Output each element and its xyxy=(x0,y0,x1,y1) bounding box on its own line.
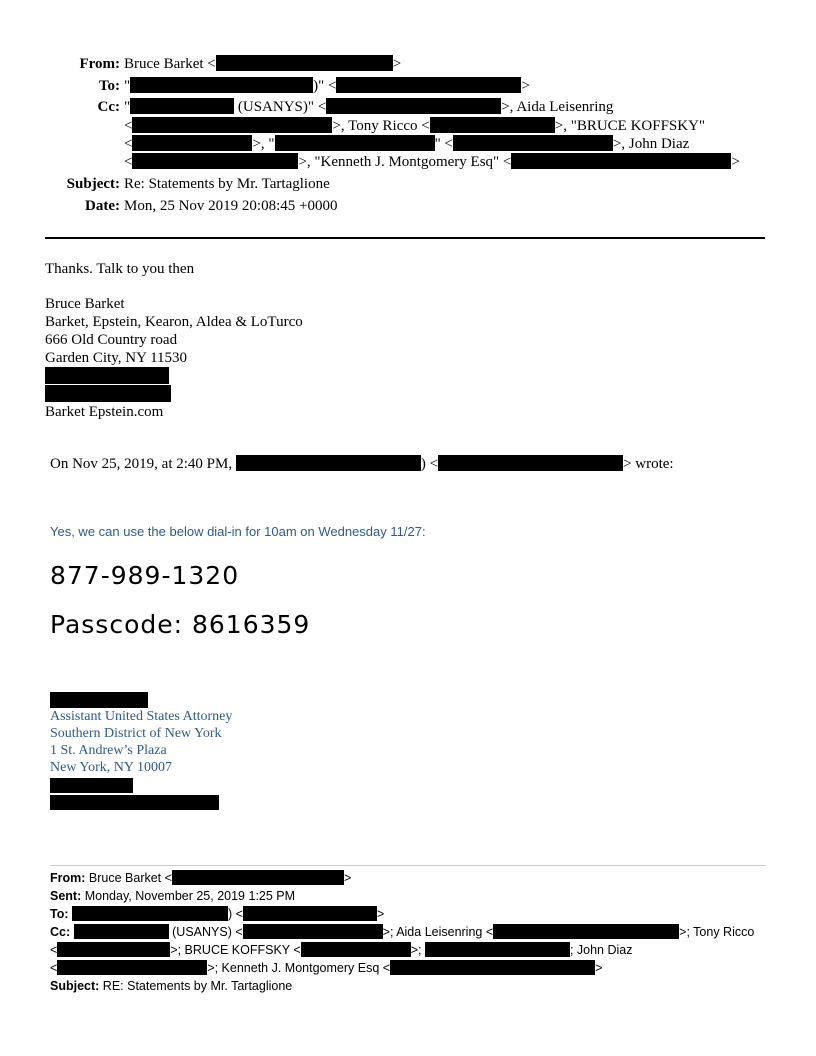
orig-subject-line xyxy=(50,977,292,995)
redaction-block xyxy=(50,692,148,708)
ausa-address-2: New York, NY 10007 xyxy=(50,760,172,775)
cc-text: >, "Kenneth J. Montgomery Esq" < xyxy=(298,154,512,170)
redaction-block xyxy=(45,385,171,402)
orig-cc-text: >; BRUCE KOFFSKY < xyxy=(170,943,301,957)
redaction-block xyxy=(172,870,344,885)
to-label: To: xyxy=(98,78,120,94)
cc-line-1: " (USANYS)" < >, Aida Leisenring xyxy=(124,99,614,115)
orig-cc-text: >; Aida Leisenring < xyxy=(382,925,494,939)
orig-subject-value: RE: Statements by Mr. Tartaglione xyxy=(102,979,293,993)
orig-from-line: From: Bruce Barket < > xyxy=(50,871,352,885)
quote-divider xyxy=(50,865,766,866)
dialin-text: Yes, we can use the below dial-in for 10am on Wednesday 11/27: xyxy=(50,524,426,539)
redaction-block xyxy=(430,117,555,133)
dialin-phone: 877-989-1320 xyxy=(50,561,240,590)
redaction-block xyxy=(50,778,133,793)
cc-text: >, "BRUCE KOFFSKY" xyxy=(554,118,706,134)
orig-cc-text: >; Kenneth J. Montgomery Esq < xyxy=(207,961,391,975)
cc-text: (USANYS)" < xyxy=(237,99,327,115)
orig-from-label: From: xyxy=(50,871,86,885)
redaction-block xyxy=(130,77,313,93)
quote-intro-text: On Nov 25, 2019, at 2:40 PM, xyxy=(50,456,233,472)
orig-cc-text: >; Tony Ricco xyxy=(679,925,755,939)
orig-to-label: To: xyxy=(50,907,69,921)
redaction-block xyxy=(275,135,435,151)
from-line: Bruce Barket < > xyxy=(124,56,402,72)
orig-cc-line-3: < >; Kenneth J. Montgomery Esq < > xyxy=(50,961,603,975)
dialin-passcode: Passcode: 8616359 xyxy=(50,610,311,639)
redaction-block xyxy=(72,906,228,921)
subject-value: Re: Statements by Mr. Tartaglione xyxy=(124,176,330,192)
orig-to-line: To: ) < > xyxy=(50,907,385,921)
to-line: " )" < > xyxy=(124,78,530,94)
redaction-block xyxy=(50,795,219,810)
redaction-block xyxy=(74,924,169,939)
redaction-block xyxy=(236,455,421,471)
cc-line-2: < >, Tony Ricco < >, "BRUCE KOFFSKY" xyxy=(124,118,706,134)
orig-from-name: Bruce Barket < xyxy=(88,871,172,885)
ausa-address-1: 1 St. Andrew’s Plaza xyxy=(50,743,167,758)
cc-text: " < xyxy=(434,136,453,152)
redaction-block xyxy=(301,942,411,957)
orig-sent-value: Monday, November 25, 2019 1:25 PM xyxy=(84,889,296,903)
reply-greeting: Thanks. Talk to you then xyxy=(45,261,195,277)
cc-text: >, Tony Ricco < xyxy=(332,118,430,134)
cc-line-4: < >, "Kenneth J. Montgomery Esq" < > xyxy=(124,154,740,170)
signature-address-2: Garden City, NY 11530 xyxy=(45,350,188,366)
redaction-block xyxy=(132,117,332,133)
date-label: Date: xyxy=(85,198,120,214)
redaction-block xyxy=(243,924,383,939)
ausa-title: Assistant United States Attorney xyxy=(50,709,233,724)
cc-line-3: < >, " " < >, John Diaz xyxy=(124,136,690,152)
orig-cc-label: Cc: xyxy=(50,925,71,939)
redaction-block xyxy=(57,942,170,957)
redaction-block xyxy=(390,960,595,975)
signature-name: Bruce Barket xyxy=(45,296,125,312)
orig-sent-label: Sent: xyxy=(50,889,82,903)
cc-label: Cc: xyxy=(97,99,120,115)
redaction-block xyxy=(132,153,298,169)
orig-cc-line-1 xyxy=(50,923,754,941)
subject-label: Subject: xyxy=(66,176,120,192)
redaction-block xyxy=(493,924,679,939)
redaction-block xyxy=(453,135,613,151)
signature-address-1: 666 Old Country road xyxy=(45,332,178,348)
date-value: Mon, 25 Nov 2019 20:08:45 +0000 xyxy=(124,198,338,214)
redaction-block xyxy=(336,77,521,93)
orig-cc-text: >; xyxy=(410,943,422,957)
redaction-block xyxy=(130,98,234,114)
quote-intro-text: > wrote: xyxy=(623,456,674,472)
signature-website: Barket Epstein.com xyxy=(45,404,164,420)
redaction-block xyxy=(57,960,207,975)
redaction-block xyxy=(132,135,252,151)
redaction-block xyxy=(45,367,169,384)
orig-cc-text: ; John Diaz xyxy=(569,943,633,957)
cc-text: >, " xyxy=(252,136,275,152)
redaction-block xyxy=(438,455,623,471)
cc-text: >, Aida Leisenring xyxy=(501,99,614,115)
redaction-block xyxy=(425,942,570,957)
header-divider xyxy=(45,237,765,239)
orig-cc-line-2: < >; BRUCE KOFFSKY < >; ; John Diaz xyxy=(50,943,633,957)
ausa-office: Southern District of New York xyxy=(50,726,222,741)
redaction-block xyxy=(511,153,731,169)
redaction-block xyxy=(326,98,501,114)
quote-intro-text: ) < xyxy=(420,456,439,472)
redaction-block xyxy=(243,906,377,921)
orig-sent-line xyxy=(50,887,295,905)
from-label: From: xyxy=(79,56,120,72)
signature-firm: Barket, Epstein, Kearon, Aldea & LoTurco xyxy=(45,314,303,330)
orig-cc-text: (USANYS) < xyxy=(172,925,243,939)
quote-intro xyxy=(50,455,674,473)
from-name: Bruce Barket < xyxy=(124,56,216,72)
cc-text: >, John Diaz xyxy=(612,136,690,152)
orig-subject-label: Subject: xyxy=(50,979,100,993)
redaction-block xyxy=(216,55,393,71)
